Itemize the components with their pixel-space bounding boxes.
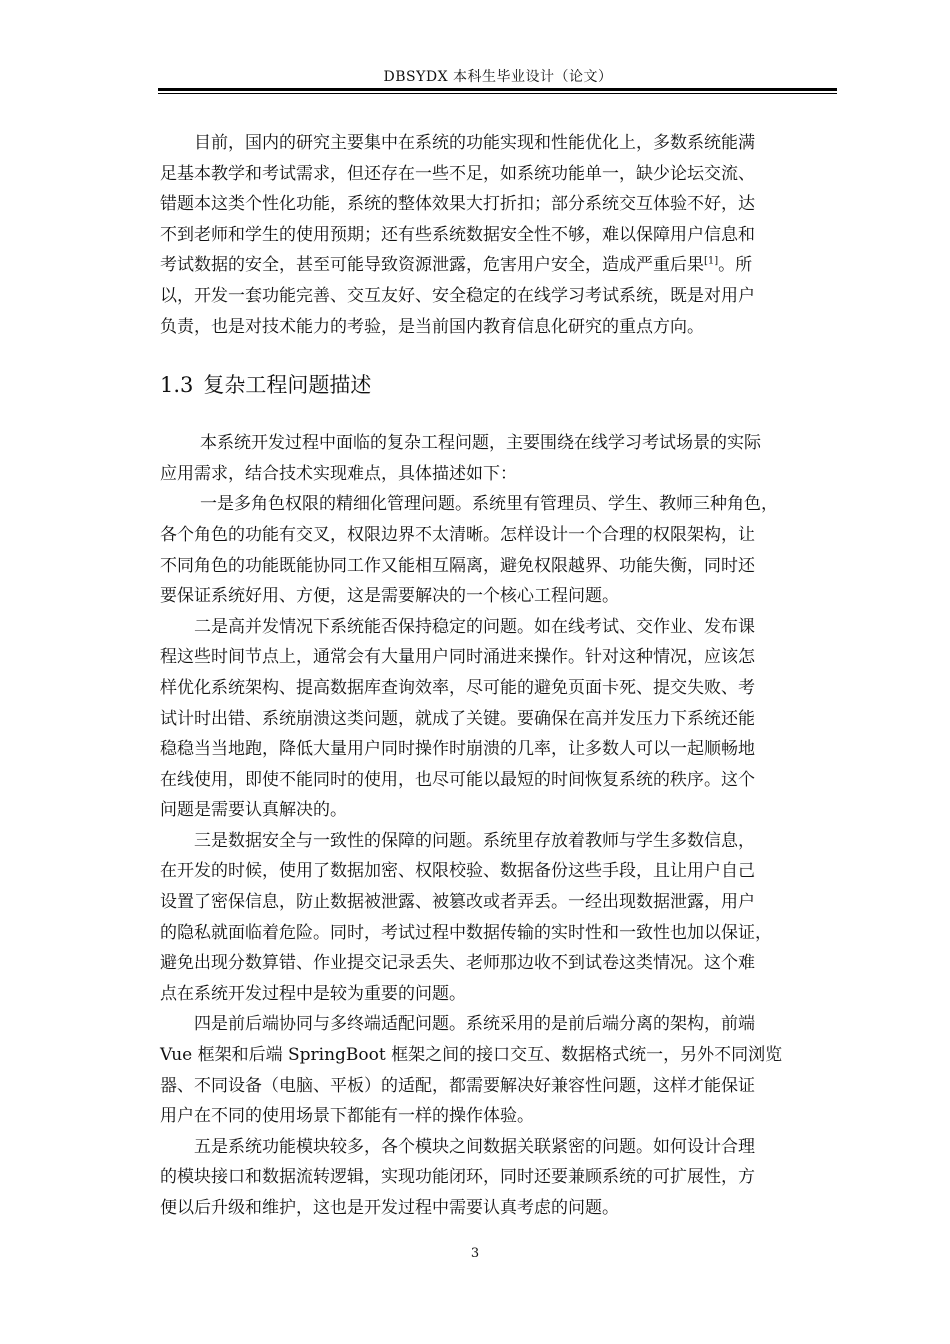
text-line: 不到老师和学生的使用预期；还有些系统数据安全性不够，难以保障用户信息和 bbox=[160, 224, 755, 245]
text-line: 用户在不同的使用场景下都能有一样的操作体验。 bbox=[160, 1106, 534, 1127]
text-line: Vue 框架和后端 SpringBoot 框架之间的接口交互、数据格式统一，另外不同浏览 bbox=[160, 1045, 783, 1066]
running-header: DBSYDX 本科生毕业设计（论文） bbox=[383, 69, 613, 85]
text-line: 本系统开发过程中面临的复杂工程问题，主要围绕在线学习考试场景的实际 bbox=[200, 433, 761, 454]
text-line: 以，开发一套功能完善、交互友好、安全稳定的在线学习考试系统，既是对用户 bbox=[160, 285, 755, 306]
text-segment: 考试数据的安全，甚至可能导致资源泄露，危害用户安全，造成严重后果 bbox=[160, 255, 704, 276]
body-paragraph bbox=[160, 489, 836, 611]
text-line: 避免出现分数算错、作业提交记录丢失、老师那边收不到试卷这类情况。这个难 bbox=[160, 953, 755, 974]
text-line: 设置了密保信息，防止数据被泄露、被篡改或者弄丢。一经出现数据泄露，用户 bbox=[160, 892, 755, 913]
body-paragraph bbox=[160, 1009, 836, 1131]
text-line: 应用需求，结合技术实现难点，具体描述如下： bbox=[160, 463, 517, 484]
text-line: 问题是需要认真解决的。 bbox=[160, 800, 347, 821]
section-heading bbox=[160, 368, 836, 402]
text-line: 程这些时间节点上，通常会有大量用户同时涌进来操作。针对这种情况，应该怎 bbox=[160, 647, 755, 668]
text-line: 的隐私就面临着危险。同时，考试过程中数据传输的实时性和一致性也加以保证， bbox=[160, 922, 772, 943]
citation-ref: [1] bbox=[704, 255, 719, 267]
text-line: 要保证系统好用、方便，这是需要解决的一个核心工程问题。 bbox=[160, 586, 619, 607]
text-line: 四是前后端协同与多终端适配问题。系统采用的是前后端分离的架构，前端 bbox=[194, 1014, 755, 1035]
text-line: 三是数据安全与一致性的保障的问题。系统里存放着教师与学生多数信息， bbox=[194, 830, 755, 851]
page-body bbox=[160, 128, 836, 1224]
text-line: 在线使用，即使不能同时的使用，也尽可能以最短的时间恢复系统的秩序。这个 bbox=[160, 769, 755, 790]
text-line: 的模块接口和数据流转逻辑，实现功能闭环，同时还要兼顾系统的可扩展性，方 bbox=[160, 1167, 755, 1188]
text-line: 错题本这类个性化功能，系统的整体效果大打折扣；部分系统交互体验不好，达 bbox=[160, 194, 755, 215]
text-line: 点在系统开发过程中是较为重要的问题。 bbox=[160, 983, 466, 1004]
text-line: 二是高并发情况下系统能否保持稳定的问题。如在线考试、交作业、发布课 bbox=[194, 616, 755, 637]
text-line: 样优化系统架构、提高数据库查询效率，尽可能的避免页面卡死、提交失败、考 bbox=[160, 677, 755, 698]
intro-paragraph bbox=[160, 128, 836, 342]
text-line: 试计时出错、系统崩溃这类问题，就成了关键。要确保在高并发压力下系统还能 bbox=[160, 708, 755, 729]
page-number: 3 bbox=[470, 1246, 480, 1261]
text-line: 器、不同设备（电脑、平板）的适配，都需要解决好兼容性问题，这样才能保证 bbox=[160, 1075, 755, 1096]
text-line: 便以后升级和维护，这也是开发过程中需要认真考虑的问题。 bbox=[160, 1198, 619, 1218]
section-title: 复杂工程问题描述 bbox=[203, 373, 372, 398]
text-line: 各个角色的功能有交叉，权限边界不太清晰。怎样设计一个合理的权限架构，让 bbox=[160, 524, 755, 545]
body-paragraph bbox=[160, 428, 836, 489]
text-segment: 。所 bbox=[718, 255, 753, 276]
text-line: 负责，也是对技术能力的考验，是当前国内教育信息化研究的重点方向。 bbox=[160, 316, 704, 337]
text-line: 不同角色的功能既能协同工作又能相互隔离，避免权限越界、功能失衡，同时还 bbox=[160, 555, 755, 576]
section-number: 1.3 bbox=[160, 373, 194, 398]
header-rule-thick bbox=[158, 88, 837, 91]
body-paragraph bbox=[160, 1132, 836, 1224]
body-paragraph bbox=[160, 826, 836, 1010]
text-line: 稳稳当当地跑，降低大量用户同时操作时崩溃的几率，让多数人可以一起顺畅地 bbox=[160, 739, 755, 760]
text-line-with-citation bbox=[160, 250, 836, 281]
text-line: 一是多角色权限的精细化管理问题。系统里有管理员、学生、教师三种角色， bbox=[200, 494, 778, 515]
body-paragraph bbox=[160, 612, 836, 826]
section-body bbox=[160, 428, 836, 1223]
text-line: 足基本教学和考试需求，但还存在一些不足，如系统功能单一，缺少论坛交流、 bbox=[160, 163, 755, 184]
header-rule-thin bbox=[158, 93, 837, 94]
text-line: 目前，国内的研究主要集中在系统的功能实现和性能优化上，多数系统能满 bbox=[194, 133, 755, 153]
text-line: 五是系统功能模块较多，各个模块之间数据关联紧密的问题。如何设计合理 bbox=[194, 1136, 755, 1157]
text-line: 在开发的时候，使用了数据加密、权限校验、数据备份这些手段，且让用户自己 bbox=[160, 861, 755, 882]
